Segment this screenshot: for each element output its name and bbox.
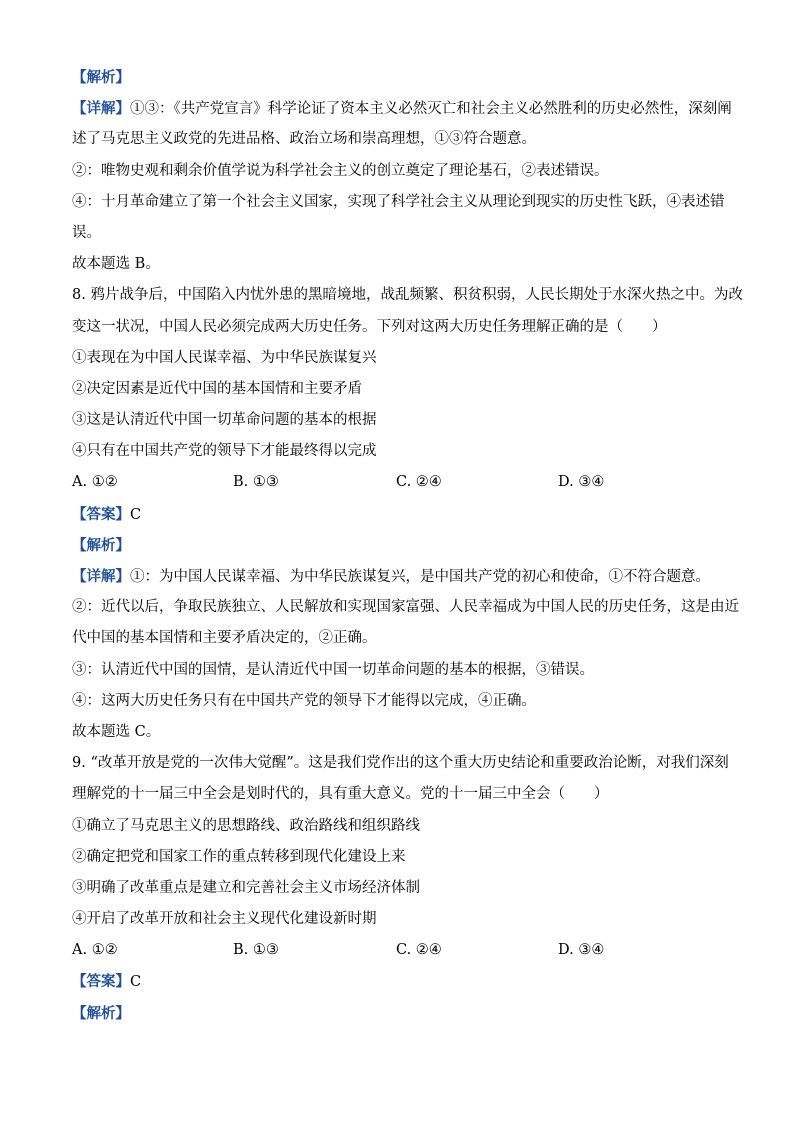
q8-detail-line: 代中国的基本国情和主要矛盾决定的，②正确。 <box>72 630 377 647</box>
q9-stem: 9. “改革开放是党的一次伟大觉醒”。这是我们党作出的这个重大历史结论和重要政治论断，对我们深刻 <box>72 755 729 772</box>
document-page <box>72 62 743 1029</box>
q9-statement: ③明确了改革重点是建立和完善社会主义市场经济体制 <box>72 879 420 896</box>
q8-statement: ④只有在中国共产党的领导下才能最终得以完成 <box>72 443 377 460</box>
q9-statement: ①确立了马克思主义的思想路线、政治路线和组织路线 <box>72 817 420 834</box>
q7-detail-line: 误。 <box>72 224 101 241</box>
q7-analysis-heading <box>72 62 722 93</box>
q9-answer <box>72 966 722 997</box>
q8-stem: 8. 鸦片战争后，中国陷入内忧外患的黑暗境地，战乱频繁、积贫积弱，人民长期处于水深火热之中。为改 <box>72 287 743 304</box>
q7-detail-line: 述了马克思主义政党的先进品格、政治立场和崇高理想，①③符合题意。 <box>72 131 536 148</box>
q9-answer-value: C <box>130 974 142 991</box>
q8-statement: ②决定因素是近代中国的基本国情和主要矛盾 <box>72 380 362 397</box>
detail-tag: 【详解】 <box>72 100 130 118</box>
q8-detail-line <box>72 561 722 592</box>
q8-analysis-heading <box>72 530 722 561</box>
detail-tag: 【详解】 <box>72 568 130 585</box>
q8-option-c: C. ②④ <box>396 474 442 491</box>
q8-stem: 变这一状况，中国人民必须完成两大历史任务。下列对这两大历史任务理解正确的是（ ） <box>72 318 667 335</box>
answer-tag: 【答案】 <box>72 973 130 991</box>
q8-statement: ①表现在为中国人民谋幸福、为中华民族谋复兴 <box>72 349 377 366</box>
q8-detail-line: ④：这两大历史任务只有在中国共产党的领导下才能得以完成，④正确。 <box>72 692 536 709</box>
q9-option-b: B. ①③ <box>233 942 279 959</box>
q9-option-c: C. ②④ <box>396 942 442 959</box>
q8-detail-line: ②：近代以后，争取民族独立、人民解放和实现国家富强、人民幸福成为中国人民的历史任务，这是由近 <box>72 599 739 616</box>
q8-detail-text: ①：为中国人民谋幸福、为中华民族谋复兴，是中国共产党的初心和使命，①不符合题意。 <box>130 569 710 585</box>
q8-option-b: B. ①③ <box>233 474 279 491</box>
q8-option-d: D. ③④ <box>558 474 605 491</box>
q9-statement: ②确定把党和国家工作的重点转移到现代化建设上来 <box>72 848 406 865</box>
q9-statement: ④开启了改革开放和社会主义现代化建设新时期 <box>72 911 377 928</box>
q9-option-d: D. ③④ <box>558 942 605 959</box>
q7-detail-text: ①③：《共产党宣言》科学论证了资本主义必然灭亡和社会主义必然胜利的历史必然性，深刻阐 <box>130 101 732 118</box>
q8-statement: ③这是认清近代中国一切革命问题的基本的根据 <box>72 412 377 429</box>
q9-stem: 理解党的十一届三中全会是划时代的，具有重大意义。党的十一届三中全会（ ） <box>72 786 609 803</box>
q7-conclusion: 故本题选 B。 <box>72 256 160 273</box>
q8-answer-value: C <box>130 506 142 523</box>
analysis-tag: 【解析】 <box>72 1004 130 1022</box>
q9-option-a: A. ①② <box>72 942 118 959</box>
q7-detail-line <box>72 93 732 124</box>
q8-answer <box>72 499 722 530</box>
analysis-tag: 【解析】 <box>72 69 130 86</box>
q7-detail-line: ②：唯物史观和剩余价值学说为科学社会主义的创立奠定了理论基石，②表述错误。 <box>72 162 609 179</box>
q8-option-a: A. ①② <box>72 474 118 491</box>
q8-detail-line: ③：认清近代中国的国情，是认清近代中国一切革命问题的基本的根据，③错误。 <box>72 661 594 678</box>
q8-options <box>72 467 722 498</box>
q9-analysis-heading <box>72 998 722 1029</box>
q9-options <box>72 935 722 966</box>
q8-conclusion: 故本题选 C。 <box>72 723 161 740</box>
answer-tag: 【答案】 <box>72 505 130 523</box>
analysis-tag: 【解析】 <box>72 536 130 554</box>
q7-detail-line: ④：十月革命建立了第一个社会主义国家，实现了科学社会主义从理论到现实的历史性飞跃，④表述错 <box>72 193 725 210</box>
